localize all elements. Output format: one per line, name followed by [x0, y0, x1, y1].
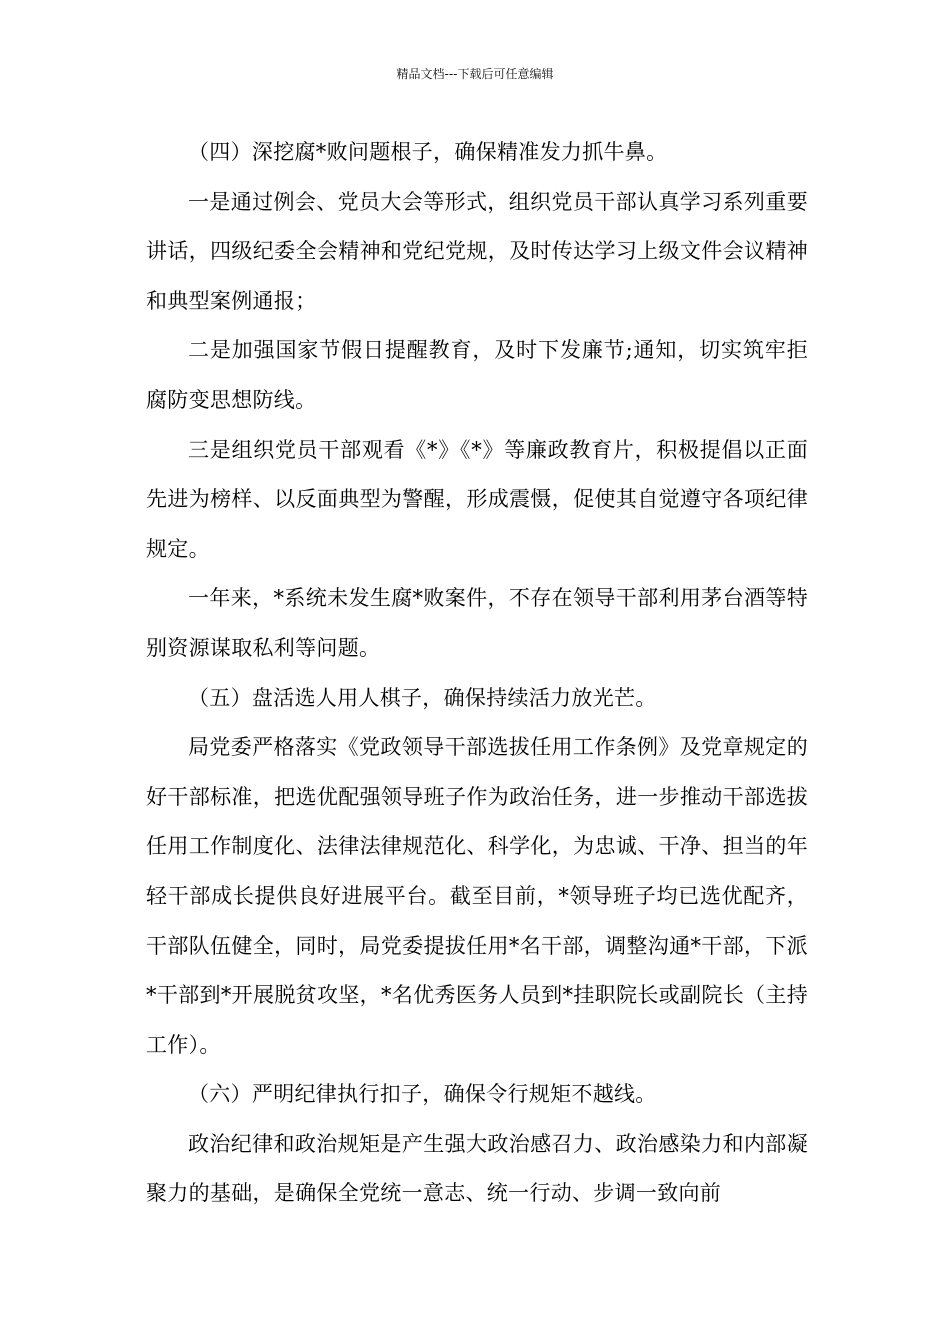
- paragraph: 政治纪律和政治规矩是产生强大政治感召力、政治感染力和内部凝聚力的基础，是确保全党统一意志、统一行动、步调一致向前: [146, 1131, 808, 1206]
- paragraph: 二是加强国家节假日提醒教育，及时下发廉节;通知，切实筑牢拒腐防变思想防线。: [146, 338, 808, 412]
- section-heading-6: （六）严明纪律执行扣子，确保令行规矩不越线。: [188, 1082, 657, 1107]
- paragraph: 局党委严格落实《党政领导干部选拔任用工作条例》及党章规定的好干部标准，把选优配强领导班子作为政治任务，进一步推动干部选拔任用工作制度化、法律法律规范化、科学化，为忠诚、干净、担当的年轻干部成长提供良好进展平台。截至目前，*领导班子均已选优配齐，干部队伍健全，同时，局党委提拔任用*名干部，调整沟通*干部，下派*干部到*开展脱贫攻坚，*名优秀医务人员到*挂职院长或副院长（主持工作）。: [146, 735, 808, 1057]
- page-header: 精品文档---下载后可任意编辑: [396, 67, 554, 81]
- section-heading-5: （五）盘活选人用人棋子，确保持续活力放光芒。: [188, 685, 657, 710]
- document-body: [146, 128, 808, 1219]
- paragraph: 一是通过例会、党员大会等形式，组织党员干部认真学习系列重要讲话，四级纪委全会精神和党纪党规，及时传达学习上级文件会议精神和典型案例通报；: [146, 189, 808, 313]
- section-heading-4: （四）深挖腐*败问题根子，确保精准发力抓牛鼻。: [188, 140, 668, 164]
- paragraph: 三是组织党员干部观看《*》《*》等廉政教育片，积极提倡以正面先进为榜样、以反面典型为警醒，形成震慑，促使其自觉遵守各项纪律规定。: [146, 437, 808, 561]
- paragraph: 一年来，*系统未发生腐*败案件，不存在领导干部利用茅台酒等特别资源谋取私利等问题。: [146, 586, 808, 660]
